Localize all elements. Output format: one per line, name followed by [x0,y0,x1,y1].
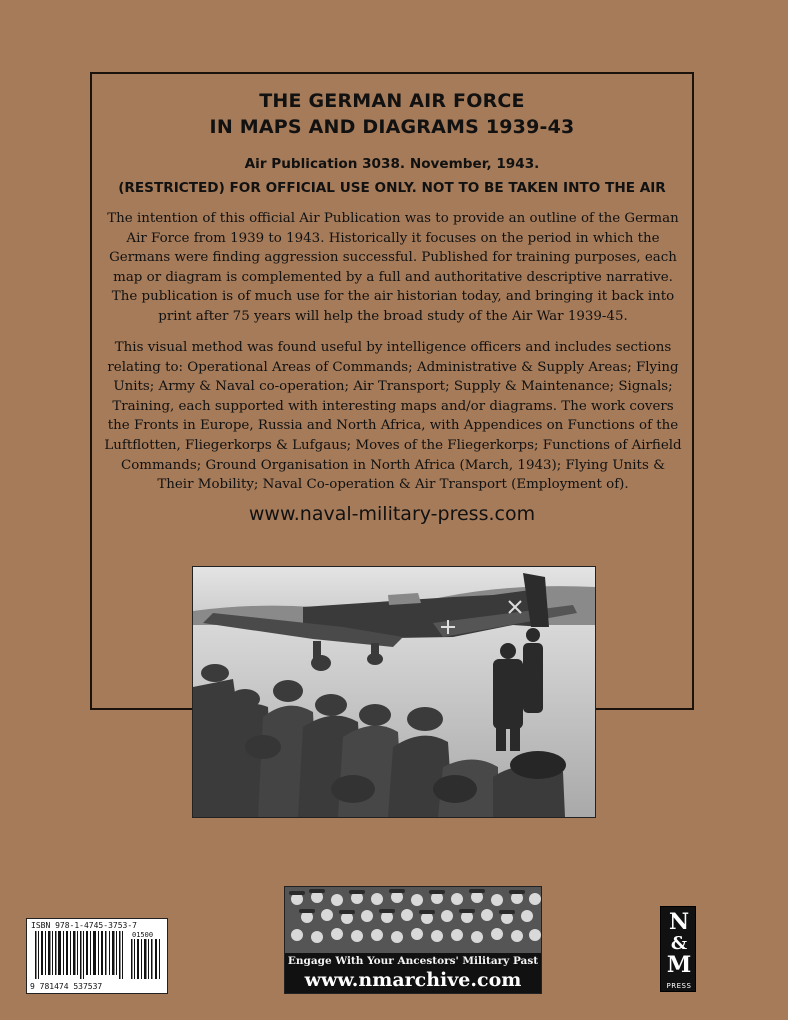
soldiers-montage [285,887,541,953]
nmarchive-banner [284,886,542,994]
banner-url[interactable]: www.nmarchive.com [304,969,522,991]
barcode-bars [27,931,167,983]
subtitle-line-2: (RESTRICTED) FOR OFFICIAL USE ONLY. NOT TO BE TAKEN INTO THE AIR [118,180,666,196]
logo-press: PRESS [666,982,692,990]
description-paragraph-1: The intention of this official Air Publication was to provide an outline of the German Air Force from 1939 to 1943. Historically it focuses on the period in which the Germans were finding aggression successful. Published for training purposes, each map or diagram is complemented by a full and authoritative descriptive narrative. The publication is of much use for the air historian today, and bringing it back into print after 75 years will help the broad study of the Air War 1939-45. [107,211,679,324]
description-paragraph-2: This visual method was found useful by intelligence officers and includes sections relating to: Operational Areas of Commands; Administrative & Supply Areas; Flying Units; Army & Naval co-operation; Air Transport; Supply & Maintenance; Signals; Training, each supported with interesting maps and/or diagrams. The work covers the Fronts in Europe, Russia and North Africa, with Appendices on Functions of the Luftflotten, Fliegerkorps & Lufgaus; Moves of the Fliegerkorps; Functions of Airfield Commands; Ground Organisation in North Africa (March, 1943); Flying Units & Their Mobility; Naval Co-operation & Air Transport (Employment of). [104,340,682,493]
book-title [90,88,694,140]
logo-amp: & [670,933,688,954]
title-line-2: IN MAPS AND DIAGRAMS 1939-43 [209,116,575,138]
barcode-number: 9 781474 537537 [30,982,103,991]
isbn-barcode [26,918,168,994]
subtitle-line-1: Air Publication 3038. November, 1943. [244,156,540,172]
publisher-website: www.naval-military-press.com [248,503,536,525]
logo-n: N [668,909,690,935]
publication-subtitle [90,152,694,200]
nm-press-logo [660,906,696,992]
title-line-1: THE GERMAN AIR FORCE [259,90,525,112]
cover-photo [192,566,596,818]
logo-m: M [666,952,692,978]
aircraft-troops-photo [193,567,595,817]
price-code: 01500 [132,931,154,939]
banner-tagline: Engage With Your Ancestors' Military Past [287,955,539,967]
isbn-text: ISBN 978-1-4745-3753-7 [31,921,137,930]
